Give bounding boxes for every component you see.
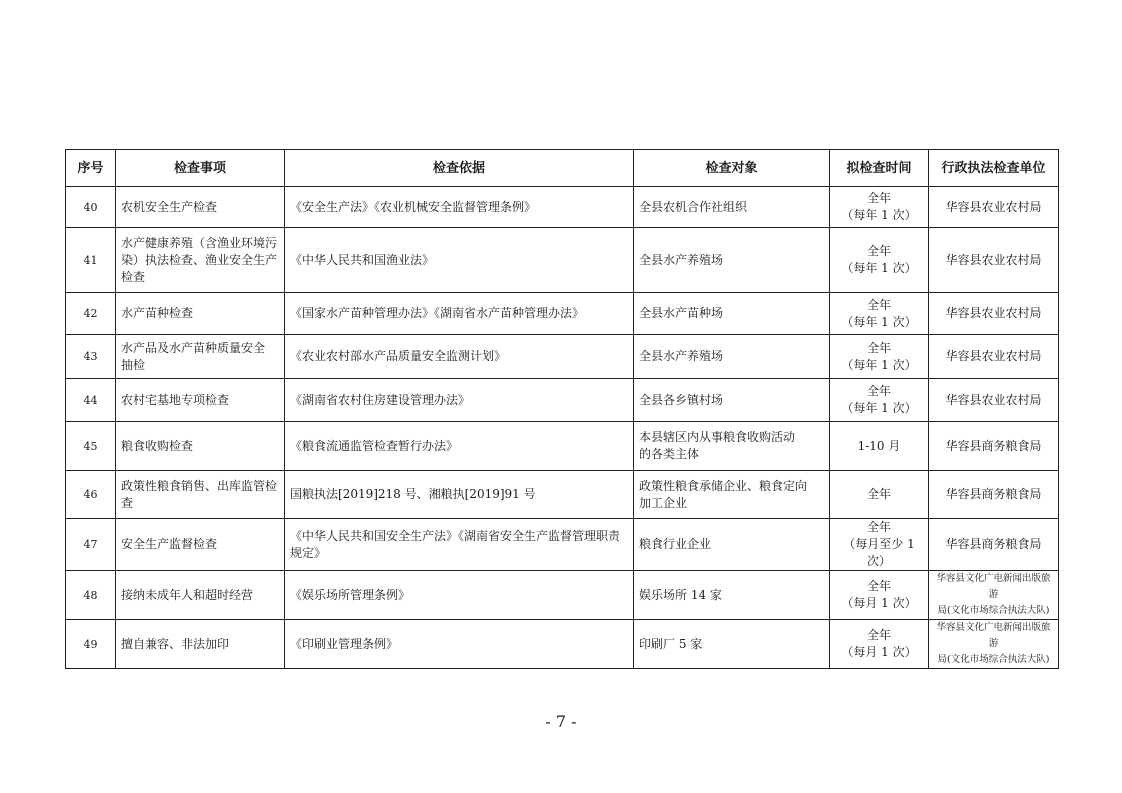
cell-inspection-item [116,422,285,471]
cell-planned-time-line: （每月 1 次） [841,596,917,610]
cell-inspection-item [116,293,285,335]
page-number: - 7 - [545,712,577,731]
cell-inspection-target-line: 印刷厂 5 家 [639,636,703,651]
table-row [66,293,1059,335]
table-row [66,519,1059,571]
cell-serial: 46 [66,471,116,519]
cell-inspection-item-line: 水产苗种检查 [121,306,194,320]
cell-planned-time-line: （每年 1 次） [841,314,917,329]
cell-enforcement-unit [929,293,1059,335]
cell-serial: 44 [66,379,116,422]
cell-enforcement-unit [929,471,1059,519]
cell-planned-time-line: （每年 1 次） [841,357,917,372]
cell-inspection-target-line: 全县水产苗种场 [639,306,724,320]
cell-enforcement-unit-line: 华容县商务粮食局 [945,487,1042,501]
cell-planned-time-line: （每月至少 1 次） [843,537,915,568]
cell-enforcement-unit [929,228,1059,293]
cell-planned-time-line: 全年 [866,628,891,642]
cell-planned-time [830,187,929,228]
cell-planned-time-line: 全年 [866,244,891,258]
cell-planned-time [830,335,929,379]
cell-inspection-target [634,620,830,669]
cell-inspection-basis [285,422,634,471]
table-row [66,335,1059,379]
cell-inspection-target-line: 粮食行业企业 [639,537,712,551]
cell-serial: 40 [66,187,116,228]
cell-inspection-item-line: 安全生产监督检查 [121,537,218,551]
cell-planned-time-line: （每年 1 次） [841,401,917,415]
inspection-table [65,149,1059,669]
cell-enforcement-unit [929,519,1059,571]
cell-enforcement-unit-line: 华容县农业农村局 [945,349,1042,363]
cell-inspection-item-line: 政策性粮食销售、出库监管检 [121,478,278,493]
cell-enforcement-unit [929,620,1059,669]
cell-inspection-item-line: 粮食收购检查 [121,438,194,453]
header-planned-time: 拟检查时间 [830,150,929,187]
cell-planned-time [830,293,929,335]
cell-enforcement-unit [929,379,1059,422]
cell-inspection-target-line: 全县农机合作社组织 [639,199,748,214]
cell-inspection-item [116,519,285,571]
table-row [66,620,1059,669]
cell-planned-time [830,571,929,620]
cell-inspection-basis [285,571,634,620]
cell-planned-time-line: 全年 [866,297,891,312]
cell-inspection-item [116,620,285,669]
cell-inspection-basis-line: 《中华人民共和国安全生产法》《湖南省安全生产监督管理职责 [290,528,621,543]
cell-inspection-basis-line: 《粮食流通监管检查暂行办法》 [290,438,459,453]
cell-planned-time [830,422,929,471]
cell-enforcement-unit-line: 华容县商务粮食局 [945,438,1042,453]
header-inspection-target: 检查对象 [634,150,830,187]
cell-enforcement-unit [929,187,1059,228]
table-header-row [66,150,1059,187]
cell-inspection-target [634,422,830,471]
cell-enforcement-unit-line: 华容县文化广电新闻出版旅游 [936,573,1051,600]
cell-inspection-target-line: 娱乐场所 14 家 [639,587,722,602]
cell-enforcement-unit [929,571,1059,620]
cell-inspection-item [116,228,285,293]
cell-inspection-item-line: 染）执法检查、渔业安全生产 [121,252,278,267]
cell-planned-time [830,620,929,669]
cell-planned-time-line: （每年 1 次） [841,261,917,275]
cell-inspection-item-line: 农村宅基地专项检查 [121,392,230,407]
cell-planned-time-line: 全年 [866,579,891,593]
table-row [66,228,1059,293]
cell-inspection-target-line: 政策性粮食承储企业、粮食定向 [639,478,808,493]
cell-inspection-item-line: 接纳未成年人和超时经营 [121,587,254,602]
cell-inspection-basis [285,293,634,335]
cell-inspection-item-line: 水产品及水产苗种质量安全 [121,340,266,355]
cell-serial: 48 [66,571,116,620]
cell-enforcement-unit-line: 华容县农业农村局 [945,392,1042,407]
table-row [66,571,1059,620]
cell-enforcement-unit-line: 华容县商务粮食局 [945,537,1042,551]
header-inspection-basis: 检查依据 [285,150,634,187]
cell-inspection-basis-line: 《国家水产苗种管理办法》《湖南省水产苗种管理办法》 [290,306,585,320]
cell-serial: 41 [66,228,116,293]
cell-inspection-target [634,571,830,620]
header-inspection-item: 检查事项 [116,150,285,187]
cell-inspection-item [116,187,285,228]
table-row [66,422,1059,471]
cell-inspection-target [634,379,830,422]
cell-enforcement-unit-line: 华容县文化广电新闻出版旅游 [936,622,1051,649]
cell-inspection-item [116,335,285,379]
cell-inspection-basis [285,335,634,379]
cell-serial: 45 [66,422,116,471]
cell-inspection-basis-line: 国粮执法[2019]218 号、湘粮执[2019]91 号 [290,487,536,501]
cell-inspection-basis-line: 《印刷业管理条例》 [290,636,399,651]
cell-inspection-basis-line: 《农业农村部水产品质量安全监测计划》 [290,349,507,363]
cell-inspection-item-line: 抽检 [121,357,146,372]
cell-enforcement-unit-line: 局(文化市场综合执法大队) [937,654,1050,665]
cell-planned-time-line: 全年 [866,520,891,534]
cell-serial: 43 [66,335,116,379]
cell-inspection-basis [285,471,634,519]
cell-planned-time-line: 1-10 月 [857,438,901,453]
table-row [66,187,1059,228]
cell-planned-time [830,379,929,422]
cell-inspection-target [634,293,830,335]
cell-inspection-basis [285,187,634,228]
cell-inspection-item [116,471,285,519]
cell-enforcement-unit-line: 华容县农业农村局 [945,199,1042,214]
table-row [66,471,1059,519]
cell-inspection-item [116,379,285,422]
cell-inspection-target-line: 的各类主体 [639,447,700,461]
cell-inspection-item-line: 查 [121,495,134,510]
cell-inspection-target-line: 全县水产养殖场 [639,252,724,267]
cell-inspection-basis [285,620,634,669]
cell-inspection-item-line: 检查 [121,269,146,284]
cell-enforcement-unit-line: 华容县农业农村局 [945,306,1042,320]
cell-inspection-basis [285,379,634,422]
cell-inspection-basis [285,519,634,571]
cell-inspection-target [634,519,830,571]
cell-inspection-target-line: 全县水产养殖场 [639,349,724,363]
cell-planned-time [830,471,929,519]
table-body [66,187,1059,669]
cell-serial: 49 [66,620,116,669]
cell-inspection-target [634,335,830,379]
cell-inspection-item-line: 水产健康养殖（含渔业环境污 [121,235,278,250]
cell-inspection-basis-line: 《湖南省农村住房建设管理办法》 [290,392,471,407]
header-enforcement-unit: 行政执法检查单位 [929,150,1059,187]
cell-inspection-basis-line: 《中华人民共和国渔业法》 [290,252,435,267]
cell-planned-time-line: 全年 [866,191,891,205]
cell-inspection-item [116,571,285,620]
cell-inspection-target [634,471,830,519]
cell-enforcement-unit-line: 华容县农业农村局 [945,252,1042,267]
cell-enforcement-unit-line: 局(文化市场综合执法大队) [937,605,1050,616]
cell-planned-time [830,228,929,293]
cell-inspection-target [634,228,830,293]
cell-planned-time [830,519,929,571]
cell-inspection-basis [285,228,634,293]
cell-planned-time-line: 全年 [866,340,891,355]
cell-planned-time-line: （每月 1 次） [841,645,917,659]
cell-enforcement-unit [929,335,1059,379]
cell-planned-time-line: 全年 [866,384,891,398]
cell-inspection-basis-line: 规定》 [290,545,327,560]
cell-inspection-target-line: 全县各乡镇村场 [639,392,724,407]
cell-inspection-target-line: 加工企业 [639,495,688,510]
header-serial: 序号 [66,150,116,187]
cell-planned-time-line: （每年 1 次） [841,208,917,222]
table-row [66,379,1059,422]
cell-planned-time-line: 全年 [866,487,891,501]
cell-inspection-target [634,187,830,228]
cell-enforcement-unit [929,422,1059,471]
cell-inspection-item-line: 擅自兼容、非法加印 [121,636,230,651]
cell-serial: 47 [66,519,116,571]
cell-inspection-target-line: 本县辖区内从事粮食收购活动 [639,430,796,444]
cell-serial: 42 [66,293,116,335]
cell-inspection-basis-line: 《安全生产法》《农业机械安全监督管理条例》 [290,199,537,214]
cell-inspection-item-line: 农机安全生产检查 [121,199,218,214]
cell-inspection-basis-line: 《娱乐场所管理条例》 [290,587,411,602]
